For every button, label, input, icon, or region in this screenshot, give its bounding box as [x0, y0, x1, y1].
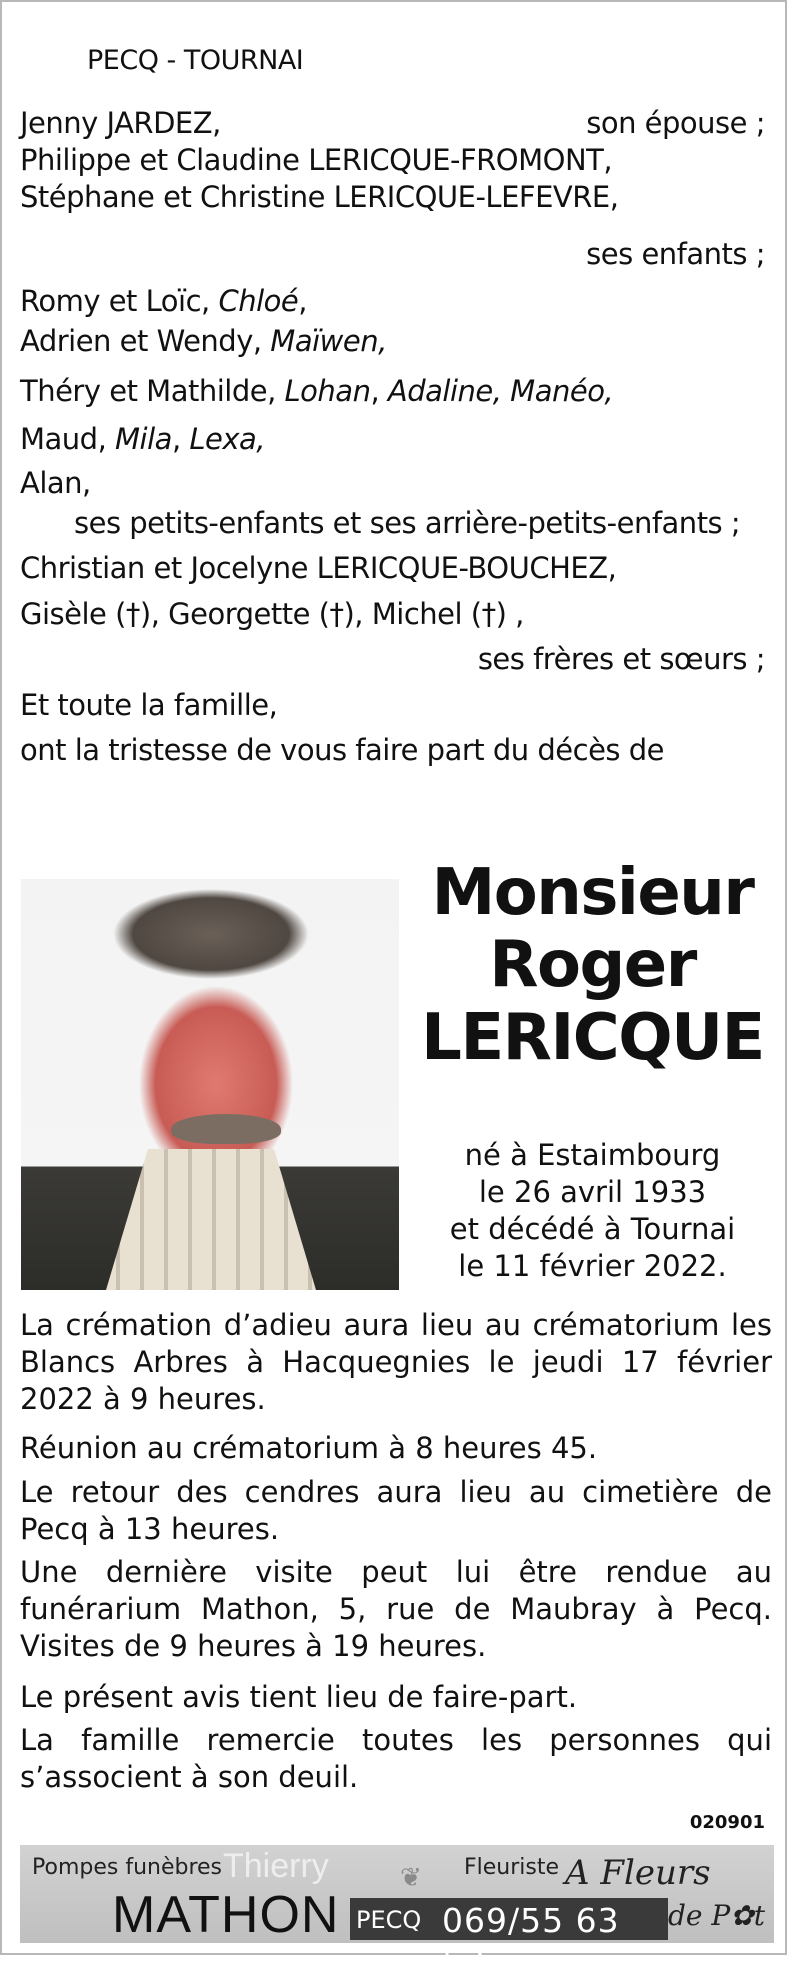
sibling-line-2: Gisèle (†), Georgette (†), Michel (†) , — [20, 597, 524, 631]
notice-paragraph: Le présent avis tient lieu de faire-part. — [20, 1680, 578, 1714]
child-line-2: Stéphane et Christine LERICQUE-LEFEVRE, — [20, 180, 619, 214]
phone-number: 069/55 63 52 — [442, 1901, 620, 1979]
visit-paragraph: Une dernière visite peut lui être rendue au funérarium Mathon, 5, rue de Maubray à Pecq. Visites de 9 heures à 19 heures. — [20, 1555, 772, 1663]
grandchildren-role: ses petits-enfants et ses arrière-petits-enfants ; — [74, 506, 741, 540]
reference-number: 020901 — [689, 1812, 765, 1833]
spouse-name: Jenny JARDEZ, — [20, 106, 221, 140]
pompes-funebres-label: Pompes funèbres — [32, 1855, 223, 1880]
announcement-line: ont la tristesse de vous faire part du décès de — [20, 733, 664, 767]
family-line: Et toute la famille, — [20, 688, 278, 722]
location-header: PECQ - TOURNAI — [87, 45, 304, 76]
thanks-paragraph: La famille remercie toutes les personnes qui s’associent à son deuil. — [20, 1723, 772, 1794]
ashes-paragraph: Le retour des cendres aura lieu au cimetière de Pecq à 13 heures. — [20, 1475, 772, 1546]
deceased-first-name: Roger — [489, 928, 696, 1002]
mathon-logo: MATHON — [112, 1886, 340, 1944]
photo-mustache — [171, 1114, 281, 1144]
phone-town: PECQ — [356, 1906, 422, 1934]
cremation-paragraph: La crémation d’adieu aura lieu au crématorium les Blancs Arbres à Hacquegnies le jeudi 17 février 2022 à 9 heures. — [20, 1308, 772, 1416]
grandchild-line-1: Romy et Loïc, Chloé, — [20, 284, 307, 318]
deceased-title: Monsieur — [431, 856, 754, 930]
florist-name: A Fleurs — [565, 1853, 711, 1893]
leaf-icon: ❦ — [400, 1863, 422, 1893]
death-date: le 11 février 2022. — [458, 1249, 727, 1283]
child-line-1: Philippe et Claudine LERICQUE-FROMONT, — [20, 143, 613, 177]
fleuriste-label: Fleuriste — [464, 1855, 560, 1880]
funeral-home-banner — [20, 1845, 774, 1979]
deceased-last-name: LERICQUE — [421, 1001, 764, 1075]
grandchild-line-4: Maud, Mila, Lexa, — [20, 422, 266, 456]
birth-date: le 26 avril 1933 — [478, 1175, 707, 1209]
grandchild-line-3: Théry et Mathilde, Lohan, Adaline, Manéo, — [20, 374, 614, 408]
reunion-paragraph: Réunion au crématorium à 8 heures 45. — [20, 1431, 598, 1465]
children-role: ses enfants ; — [586, 237, 765, 271]
spouse-role: son épouse ; — [586, 106, 765, 140]
death-place: et décédé à Tournai — [449, 1212, 736, 1246]
phone-box — [350, 1898, 668, 1979]
thierry-label: Thierry — [223, 1847, 329, 1885]
portrait-photo — [21, 879, 399, 1290]
photo-shirt — [106, 1149, 316, 1290]
grandchild-line-5: Alan, — [20, 466, 91, 500]
florist-name-suffix: de P✿t — [668, 1899, 765, 1932]
siblings-role: ses frères et sœurs ; — [477, 642, 765, 676]
grandchild-line-2: Adrien et Wendy, Maïwen, — [20, 324, 387, 358]
birth-place: né à Estaimbourg — [464, 1138, 721, 1172]
sibling-line-1: Christian et Jocelyne LERICQUE-BOUCHEZ, — [20, 551, 617, 585]
